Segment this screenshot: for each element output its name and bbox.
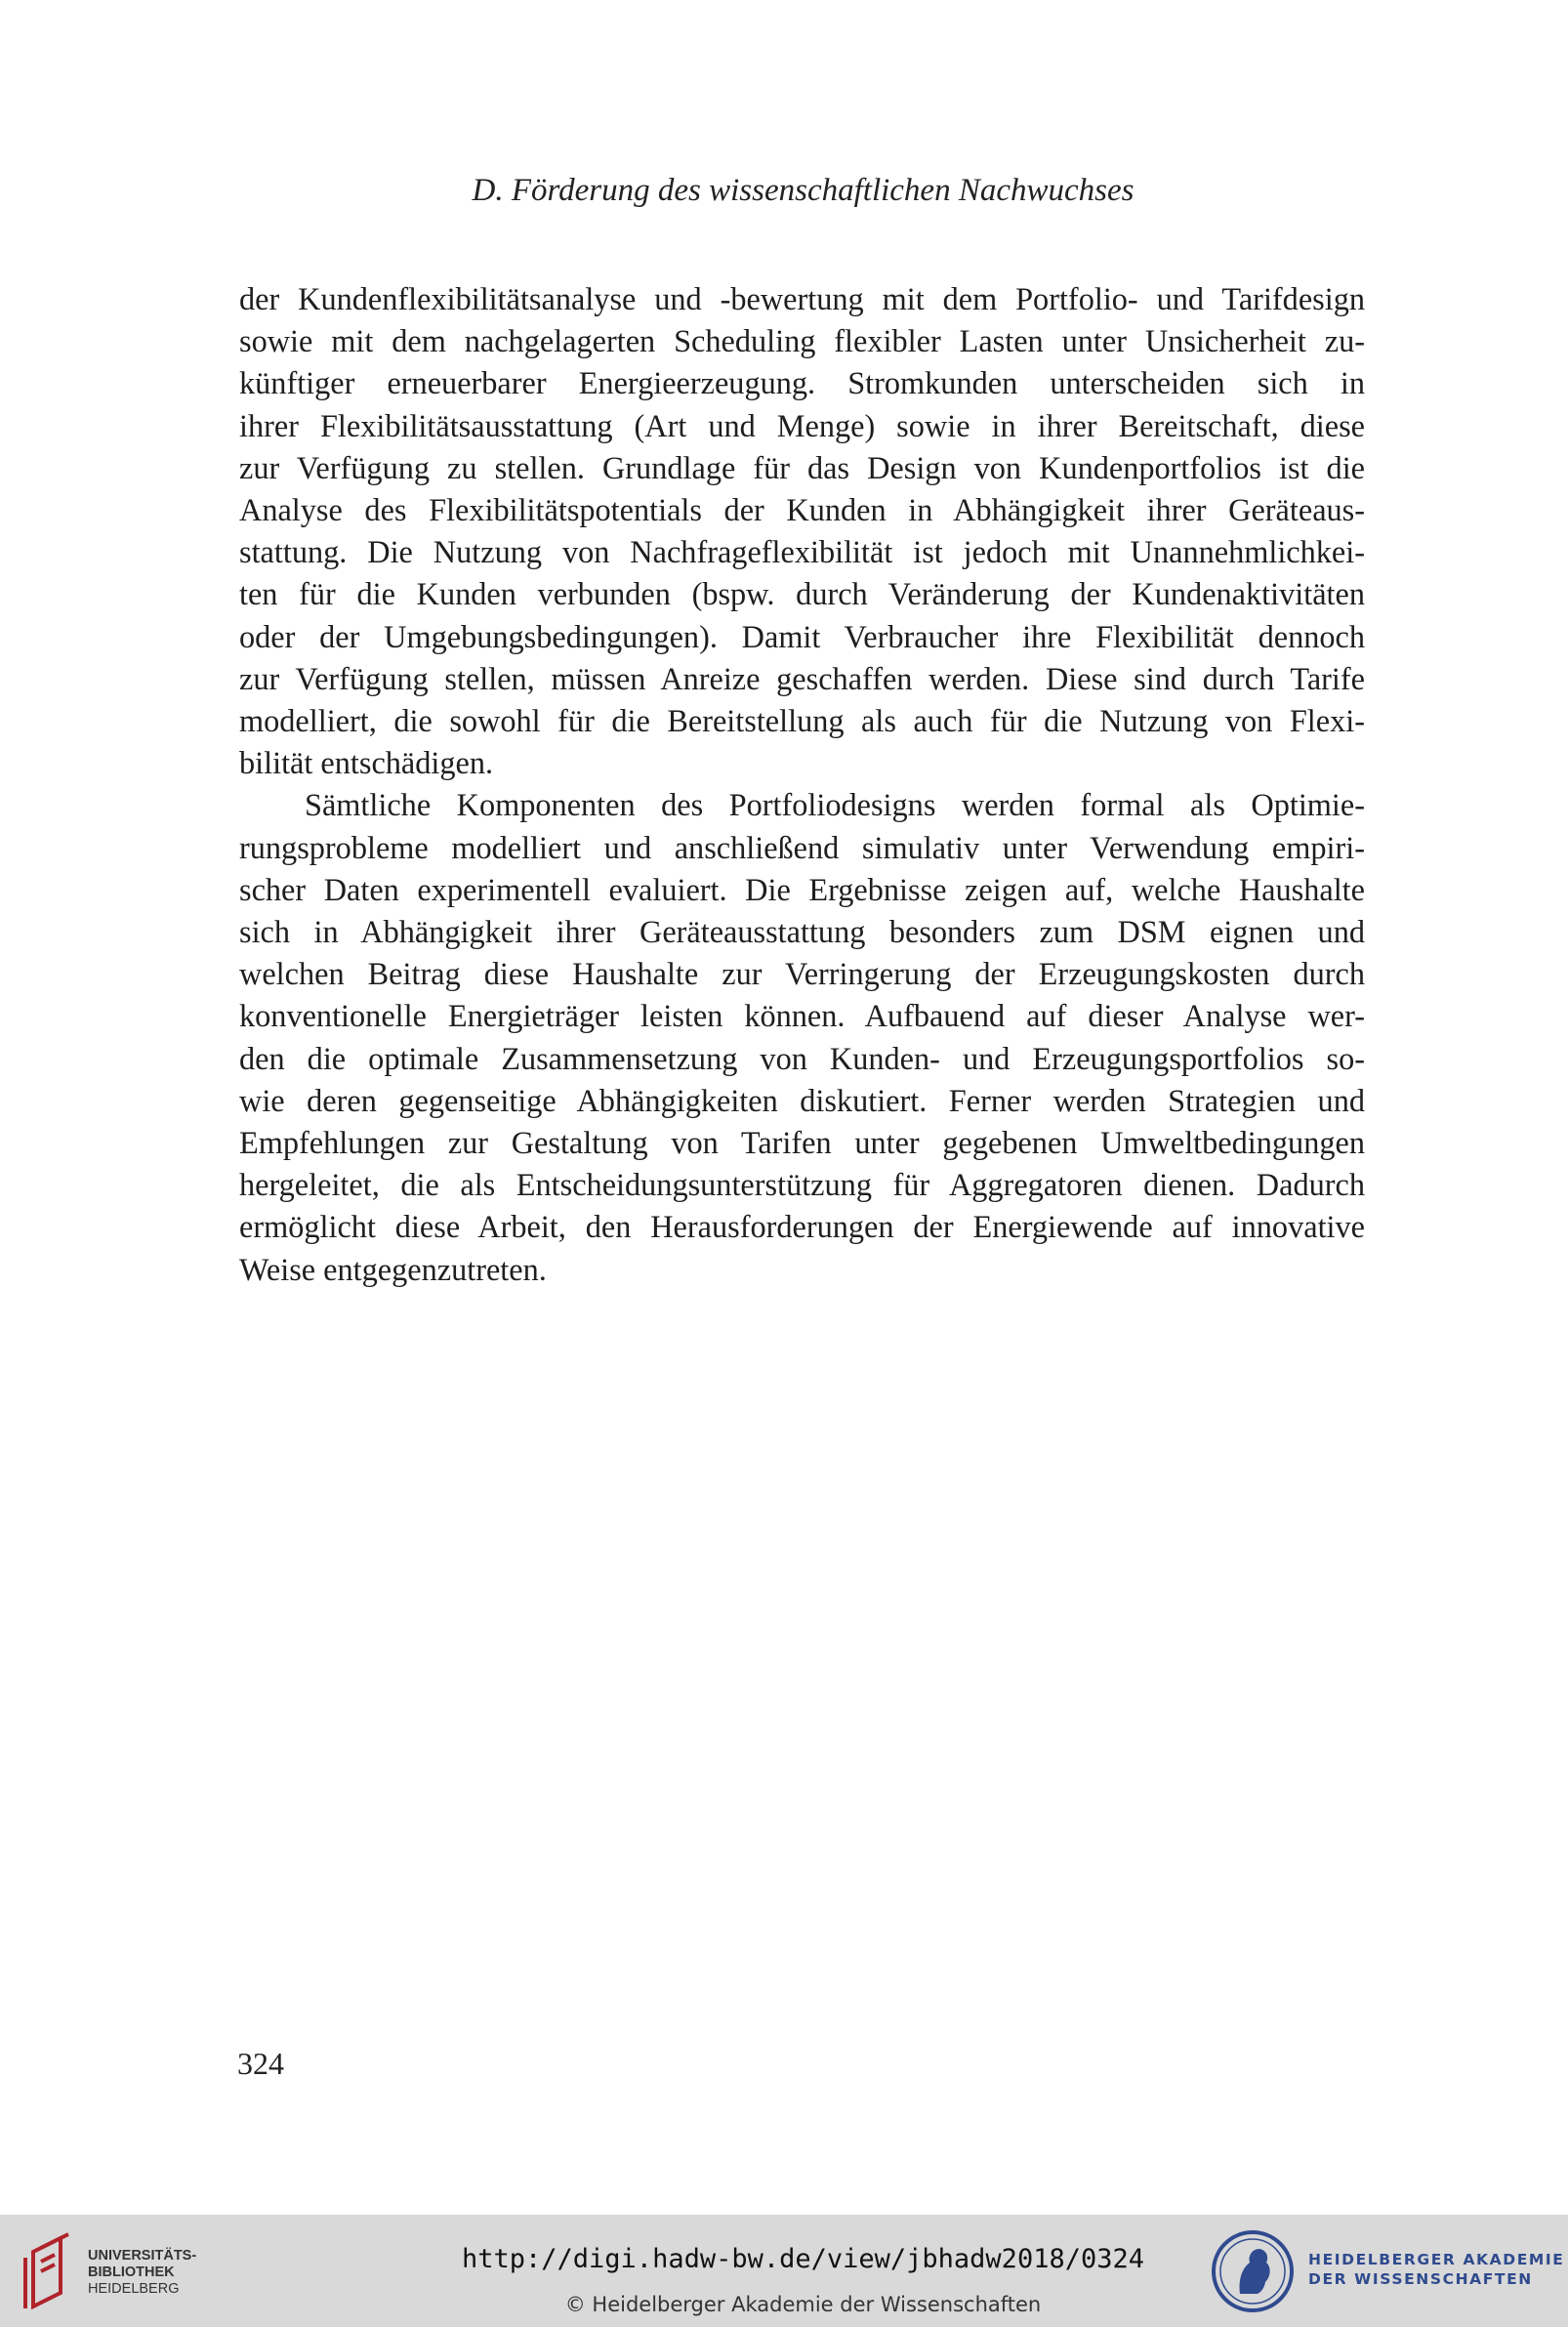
library-logo-line2: BIBLIOTHEK bbox=[88, 2265, 175, 2280]
text-line: Empfehlungen zur Gestaltung von Tarifen unter gegebenen Umweltbedingungen bbox=[239, 1125, 1365, 1161]
text-line: wie deren gegenseitige Abhängigkeiten diskutiert. Ferner werden Strategien und bbox=[239, 1082, 1365, 1118]
library-logo-line1: UNIVERSITÄTS- bbox=[88, 2248, 197, 2264]
running-header: D. Förderung des wissenschaftlichen Nachwuchses bbox=[472, 173, 1135, 208]
text-line: ermöglicht diese Arbeit, den Herausforderungen der Energiewende auf innovative bbox=[239, 1209, 1365, 1245]
text-line: Sämtliche Komponenten des Portfoliodesigns werden formal als Optimie- bbox=[305, 787, 1365, 823]
text-line: Weise entgegenzutreten. bbox=[239, 1251, 547, 1287]
academy-name-text bbox=[1308, 2250, 1564, 2289]
text-line: zur Verfügung zu stellen. Grundlage für das Design von Kundenportfolios ist die bbox=[239, 449, 1365, 485]
text-line: rungsprobleme modelliert und anschließend simulativ unter Verwendung empiri- bbox=[239, 829, 1365, 865]
text-line: konventionelle Energieträger leisten können. Aufbauend auf dieser Analyse wer- bbox=[239, 998, 1365, 1034]
text-line: scher Daten experimentell evaluiert. Die Ergebnisse zeigen auf, welche Haushalte bbox=[239, 871, 1365, 907]
academy-seal-graphic bbox=[1211, 2229, 1295, 2313]
academy-name-line1: HEIDELBERGER AKADEMIE bbox=[1308, 2251, 1565, 2268]
footer-bar bbox=[0, 2215, 1568, 2327]
paragraph-2 bbox=[239, 784, 1365, 1290]
text-line: bilität entschädigen. bbox=[239, 745, 494, 781]
text-line: sowie mit dem nachgelagerten Scheduling flexibler Lasten unter Unsicherheit zu- bbox=[239, 323, 1365, 359]
copyright-notice: © Heidelberger Akademie der Wissenschaften bbox=[564, 2293, 1042, 2316]
text-line: ten für die Kunden verbunden (bspw. durch Veränderung der Kundenaktivitäten bbox=[239, 576, 1365, 612]
text-line: welchen Beitrag diese Haushalte zur Verringerung der Erzeugungskosten durch bbox=[239, 956, 1365, 992]
text-line: oder der Umgebungsbedingungen). Damit Verbraucher ihre Flexibilität dennoch bbox=[239, 618, 1365, 654]
text-line: stattung. Die Nutzung von Nachfrageflexibilität ist jedoch mit Unannehmlichkei- bbox=[239, 534, 1365, 570]
text-line: den die optimale Zusammensetzung von Kunden- und Erzeugungsportfolios so- bbox=[239, 1040, 1365, 1076]
text-line: ihrer Flexibilitätsausstattung (Art und Menge) sowie in ihrer Bereitschaft, diese bbox=[239, 407, 1365, 443]
library-logo-line3: HEIDELBERG bbox=[88, 2281, 180, 2297]
text-line: sich in Abhängigkeit ihrer Geräteausstattung besonders zum DSM eignen und bbox=[239, 914, 1365, 950]
text-line: Analyse des Flexibilitätspotentials der Kunden in Abhängigkeit ihrer Geräteaus- bbox=[239, 492, 1365, 528]
body-text bbox=[239, 278, 1365, 1291]
text-line: der Kundenflexibilitätsanalyse und -bewertung mit dem Portfolio- und Tarifdesign bbox=[239, 281, 1365, 316]
text-line: modelliert, die sowohl für die Bereitstellung als auch für die Nutzung von Flexi- bbox=[239, 703, 1365, 739]
permalink-url[interactable]: http://digi.hadw-bw.de/view/jbhadw2018/0324 bbox=[462, 2244, 1144, 2274]
academy-seal-icon[interactable] bbox=[1211, 2229, 1295, 2313]
text-line: hergeleitet, die als Entscheidungsunterstützung für Aggregatoren dienen. Dadurch bbox=[239, 1167, 1365, 1203]
text-line: künftiger erneuerbarer Energieerzeugung. Stromkunden unterscheiden sich in bbox=[239, 365, 1365, 401]
academy-name-line2: DER WISSENSCHAFTEN bbox=[1308, 2270, 1533, 2288]
paragraph-1 bbox=[239, 278, 1365, 784]
text-line: zur Verfügung stellen, müssen Anreize geschaffen werden. Diese sind durch Tarife bbox=[239, 660, 1365, 696]
page-number: 324 bbox=[237, 2046, 284, 2081]
